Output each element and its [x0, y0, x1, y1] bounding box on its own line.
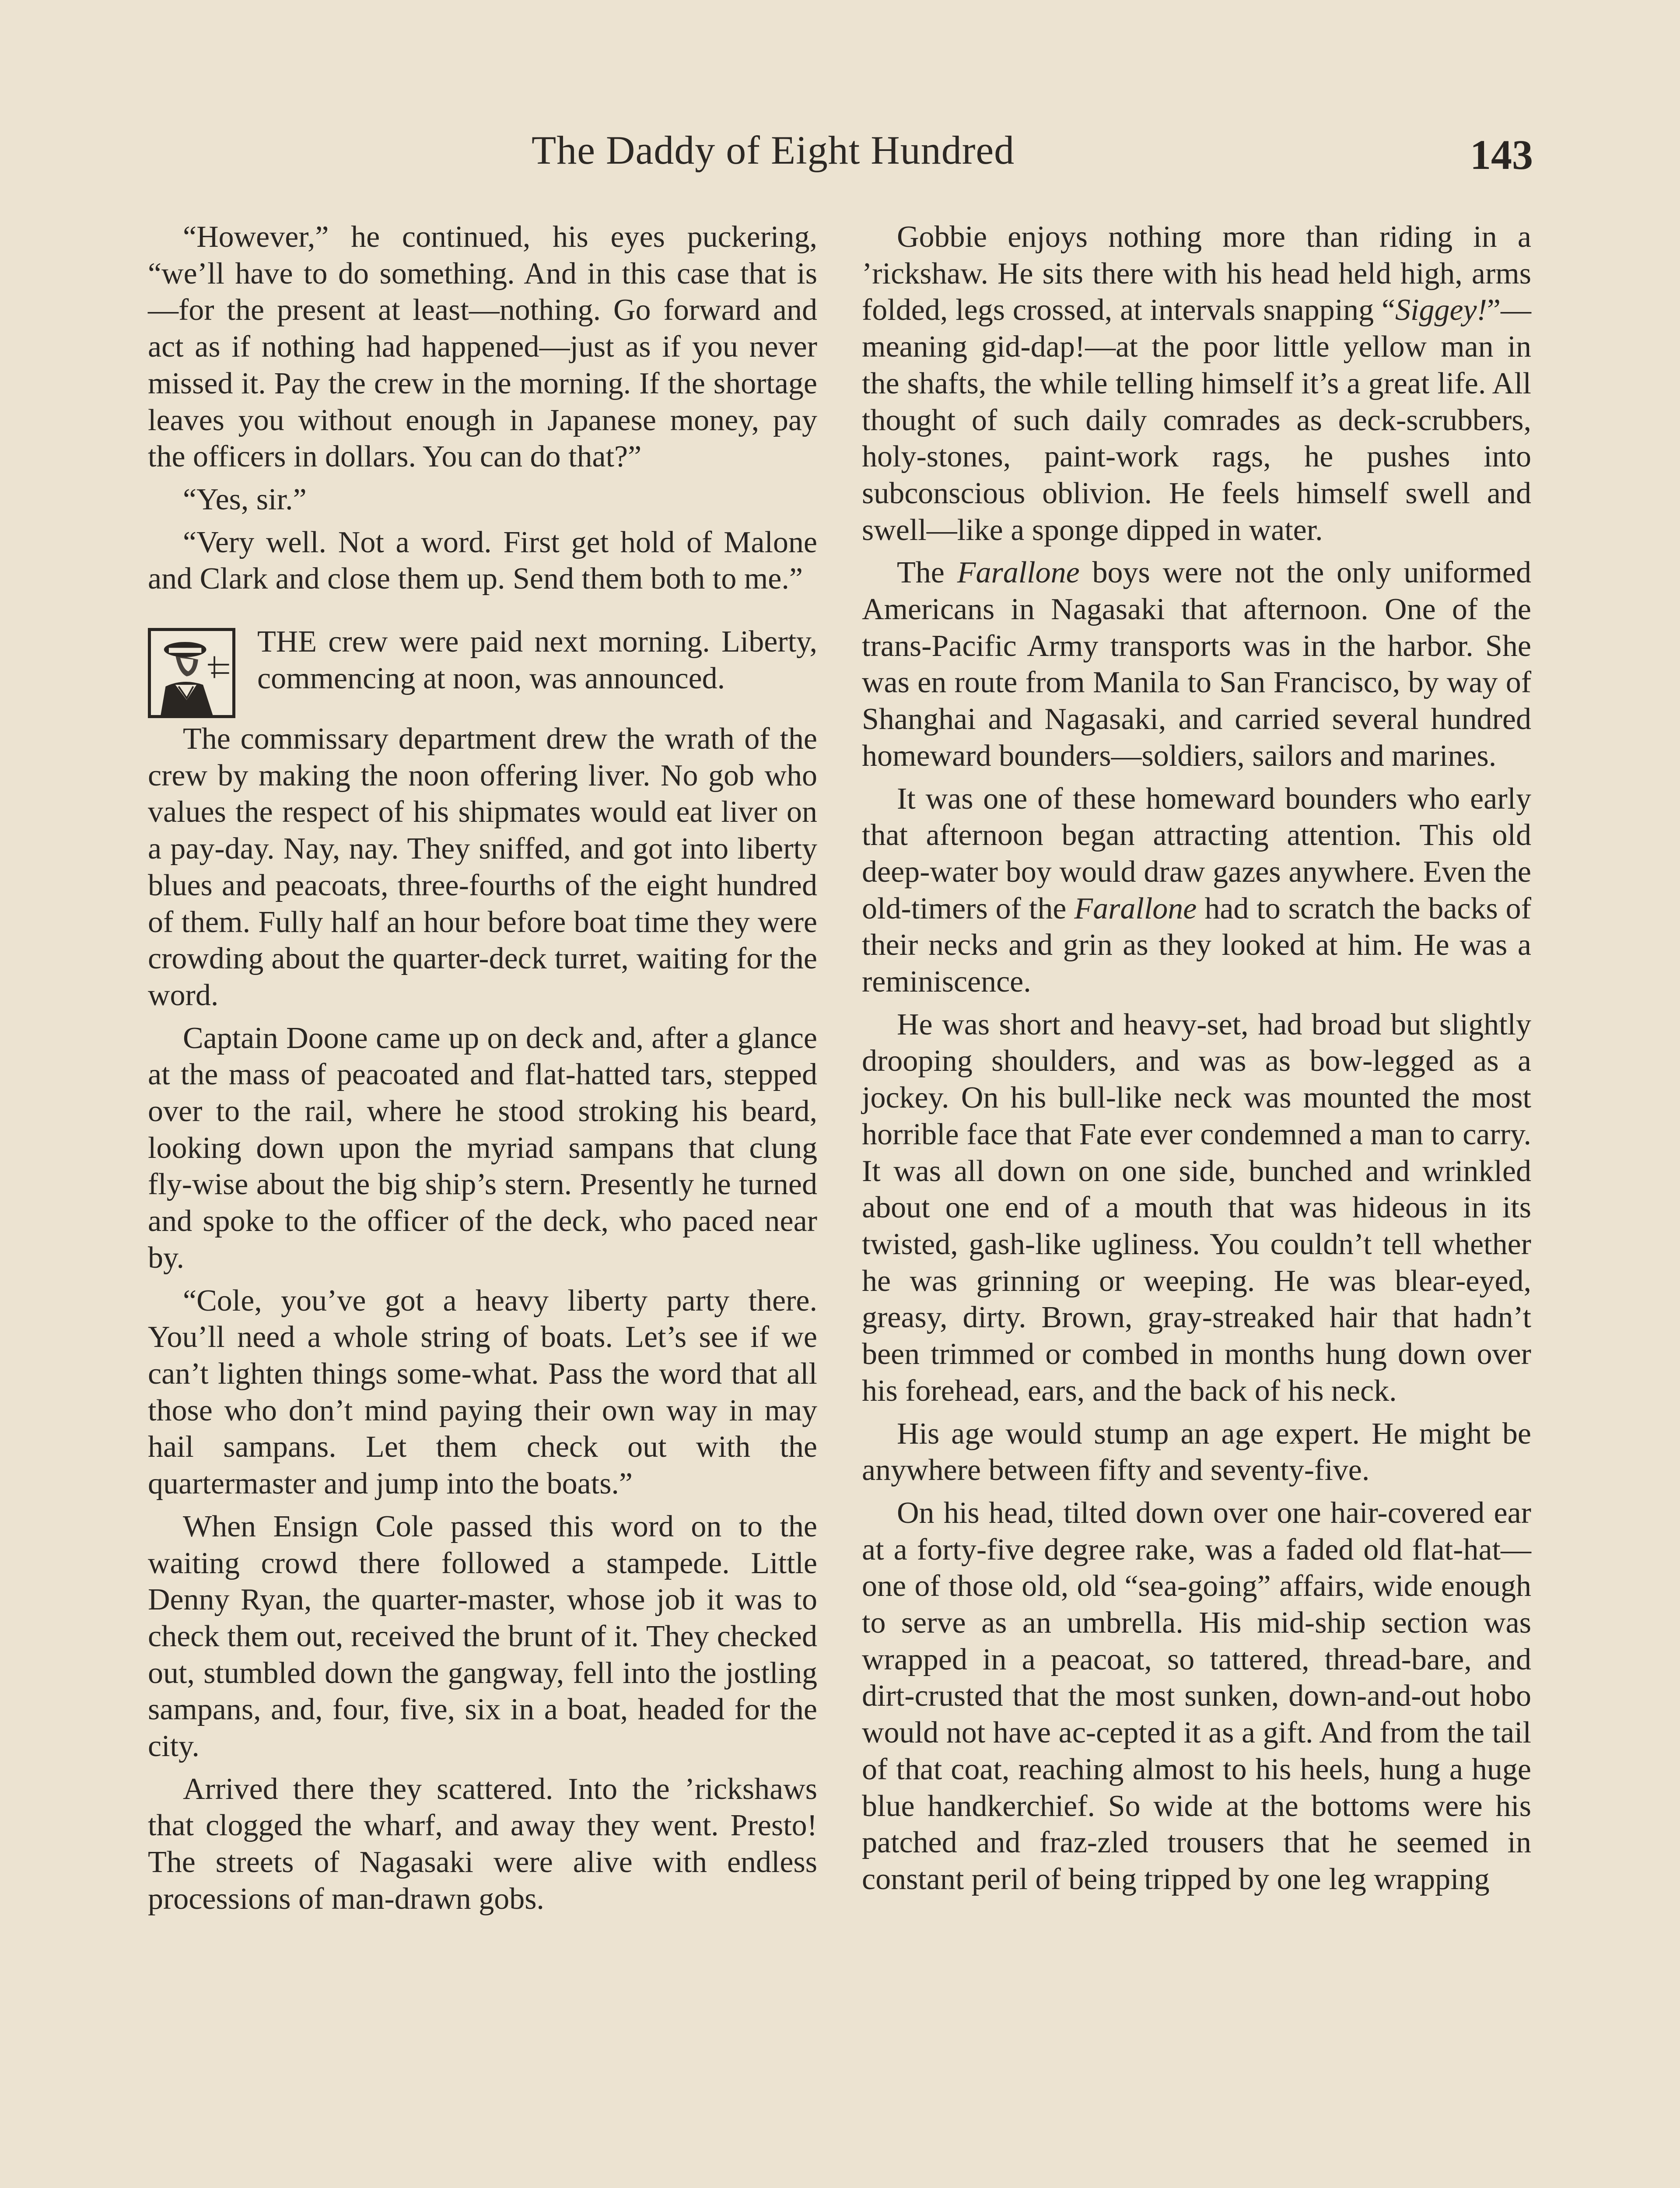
paragraph: Arrived there they scattered. Into the ’rickshaws that clogged the wharf, and away they went. Presto! The streets of Nagasaki were alive with endless processions of man-drawn gobs.: [148, 1772, 817, 1916]
paragraph: He was short and heavy-set, had broad but slightly drooping shoulders, and was as bow-legged as a jockey. On his bull-like neck was mounted the most horrible face that Fate ever condemned a man to carry. It was all down on one side, bunched and wrinkled about one end of a mouth that was hideous in its twisted, gash-like ugliness. You couldn’t tell whether he was grinning or weeping. He was blear-eyed, greasy, dirty. Brown, gray-streaked hair that hadn’t been trimmed or combed in months hung down over his forehead, ears, and the back of his neck.: [862, 1007, 1531, 1408]
page-number: 143: [1470, 131, 1533, 178]
text-run: The: [897, 556, 957, 590]
right-column: [862, 219, 1531, 1904]
paragraph: [862, 781, 1531, 1000]
paragraph: “Very well. Not a word. First get hold of Malone and Clark and close them up. Send them both to me.”: [148, 525, 817, 596]
running-header-title: The Daddy of Eight Hundred: [532, 128, 1015, 172]
paragraph: “Cole, you’ve got a heavy liberty party there. You’ll need a whole string of boats. Let’s see if we can’t lighten things some-what. Pass the word that all those who don’t mind paying their own way in may hail sampans. Let them check out with the quartermaster and jump into the boats.”: [148, 1283, 817, 1501]
text-run: had to scratch the backs of their necks and grin as they looked at him. He was a reminiscence.: [862, 891, 1531, 999]
paragraph: [862, 554, 1531, 774]
paragraph: [862, 219, 1531, 548]
paragraph: Captain Doone came up on deck and, after a glance at the mass of peacoated and flat-hatted tars, stepped over to the rail, where he stood stroking his beard, looking down upon the myriad sampans that clung fly-wise about the big ship’s stern. Presently he turned and spoke to the officer of the deck, who paced near by.: [148, 1021, 817, 1275]
paragraph: The commissary department drew the wrath of the crew by making the noon offering liver. No gob who values the respect of his shipmates would eat liver on a pay-day. Nay, nay. They sniffed, and got into liberty blues and peacoats, three-fourths of the eight hundred of them. Fully half an hour before boat time they were crowding about the quarter-deck turret, waiting for the word.: [148, 722, 817, 1012]
italic-text: Siggey!: [1395, 293, 1487, 327]
paragraph-dropcap: THE crew were paid next morning. Liberty, commencing at noon, was announced.: [257, 625, 817, 695]
ship-name: Farallone: [1074, 891, 1197, 926]
text-run: Gobbie enjoys nothing more than riding in a ’rickshaw. He sits there with his head held high, arms folded, legs crossed, at intervals snapping “: [862, 220, 1531, 327]
text-run: It was one of these homeward bounders who early that afternoon began attracting attention. This old deep-water boy would draw gazes anywhere. Even the old-timers of the: [862, 782, 1531, 926]
text-run: ”—meaning gid-dap!—at the poor little yellow man in the shafts, the while telling himself it’s a great life. All thought of such daily comrades as deck-scrubbers, holy-stones, paint-work rags, he pushes into subconscious oblivion. He feels himself swell and swell—like a sponge dipped in water.: [862, 293, 1531, 547]
section-opening: [148, 624, 817, 721]
paragraph: “However,” he continued, his eyes puckering, “we’ll have to do something. And in this case that is—for the present at least—nothing. Go forward and act as if nothing had happened—just as if you never missed it. Pay the crew in the morning. If the shortage leaves you without enough in Japanese money, pay the officers in dollars. You can do that?”: [148, 220, 817, 474]
text-run: boys were not the only uniformed Americans in Nagasaki that afternoon. One of the trans-Pacific Army transports was in the harbor. She was en route from Manila to San Francisco, by way of Shanghai and Nagasaki, and carried several hundred homeward bounders—soldiers, sailors and marines.: [862, 556, 1532, 773]
ship-name: Farallone: [957, 556, 1080, 590]
paragraph: On his head, tilted down over one hair-covered ear at a forty-five degree rake, was a faded old flat-hat—one of those old, old “sea-going” affairs, wide enough to serve as an umbrella. His mid-ship section was wrapped in a peacoat, so tattered, thread-bare, and dirt-crusted that the most sunken, down-and-out hobo would not have ac-cepted it as a gift. And from the tail of that coat, reaching almost to his heels, hung a huge blue handkerchief. So wide at the bottoms were his patched and fraz-zled trousers that he seemed in constant peril of being tripped by one leg wrapping: [862, 1496, 1531, 1896]
sailor-portrait-icon: [148, 628, 235, 718]
paragraph: When Ensign Cole passed this word on to the waiting crowd there followed a stampede. Little Denny Ryan, the quarter-master, whose job it was to check them out, received the brunt of it. They checked out, stumbled down the gangway, fell into the jostling sampans, and, four, five, six in a boat, headed for the city.: [148, 1509, 817, 1764]
paragraph: “Yes, sir.”: [183, 482, 307, 516]
left-column: [148, 219, 817, 1924]
paragraph: His age would stump an age expert. He might be anywhere between fifty and seventy-five.: [862, 1417, 1531, 1487]
